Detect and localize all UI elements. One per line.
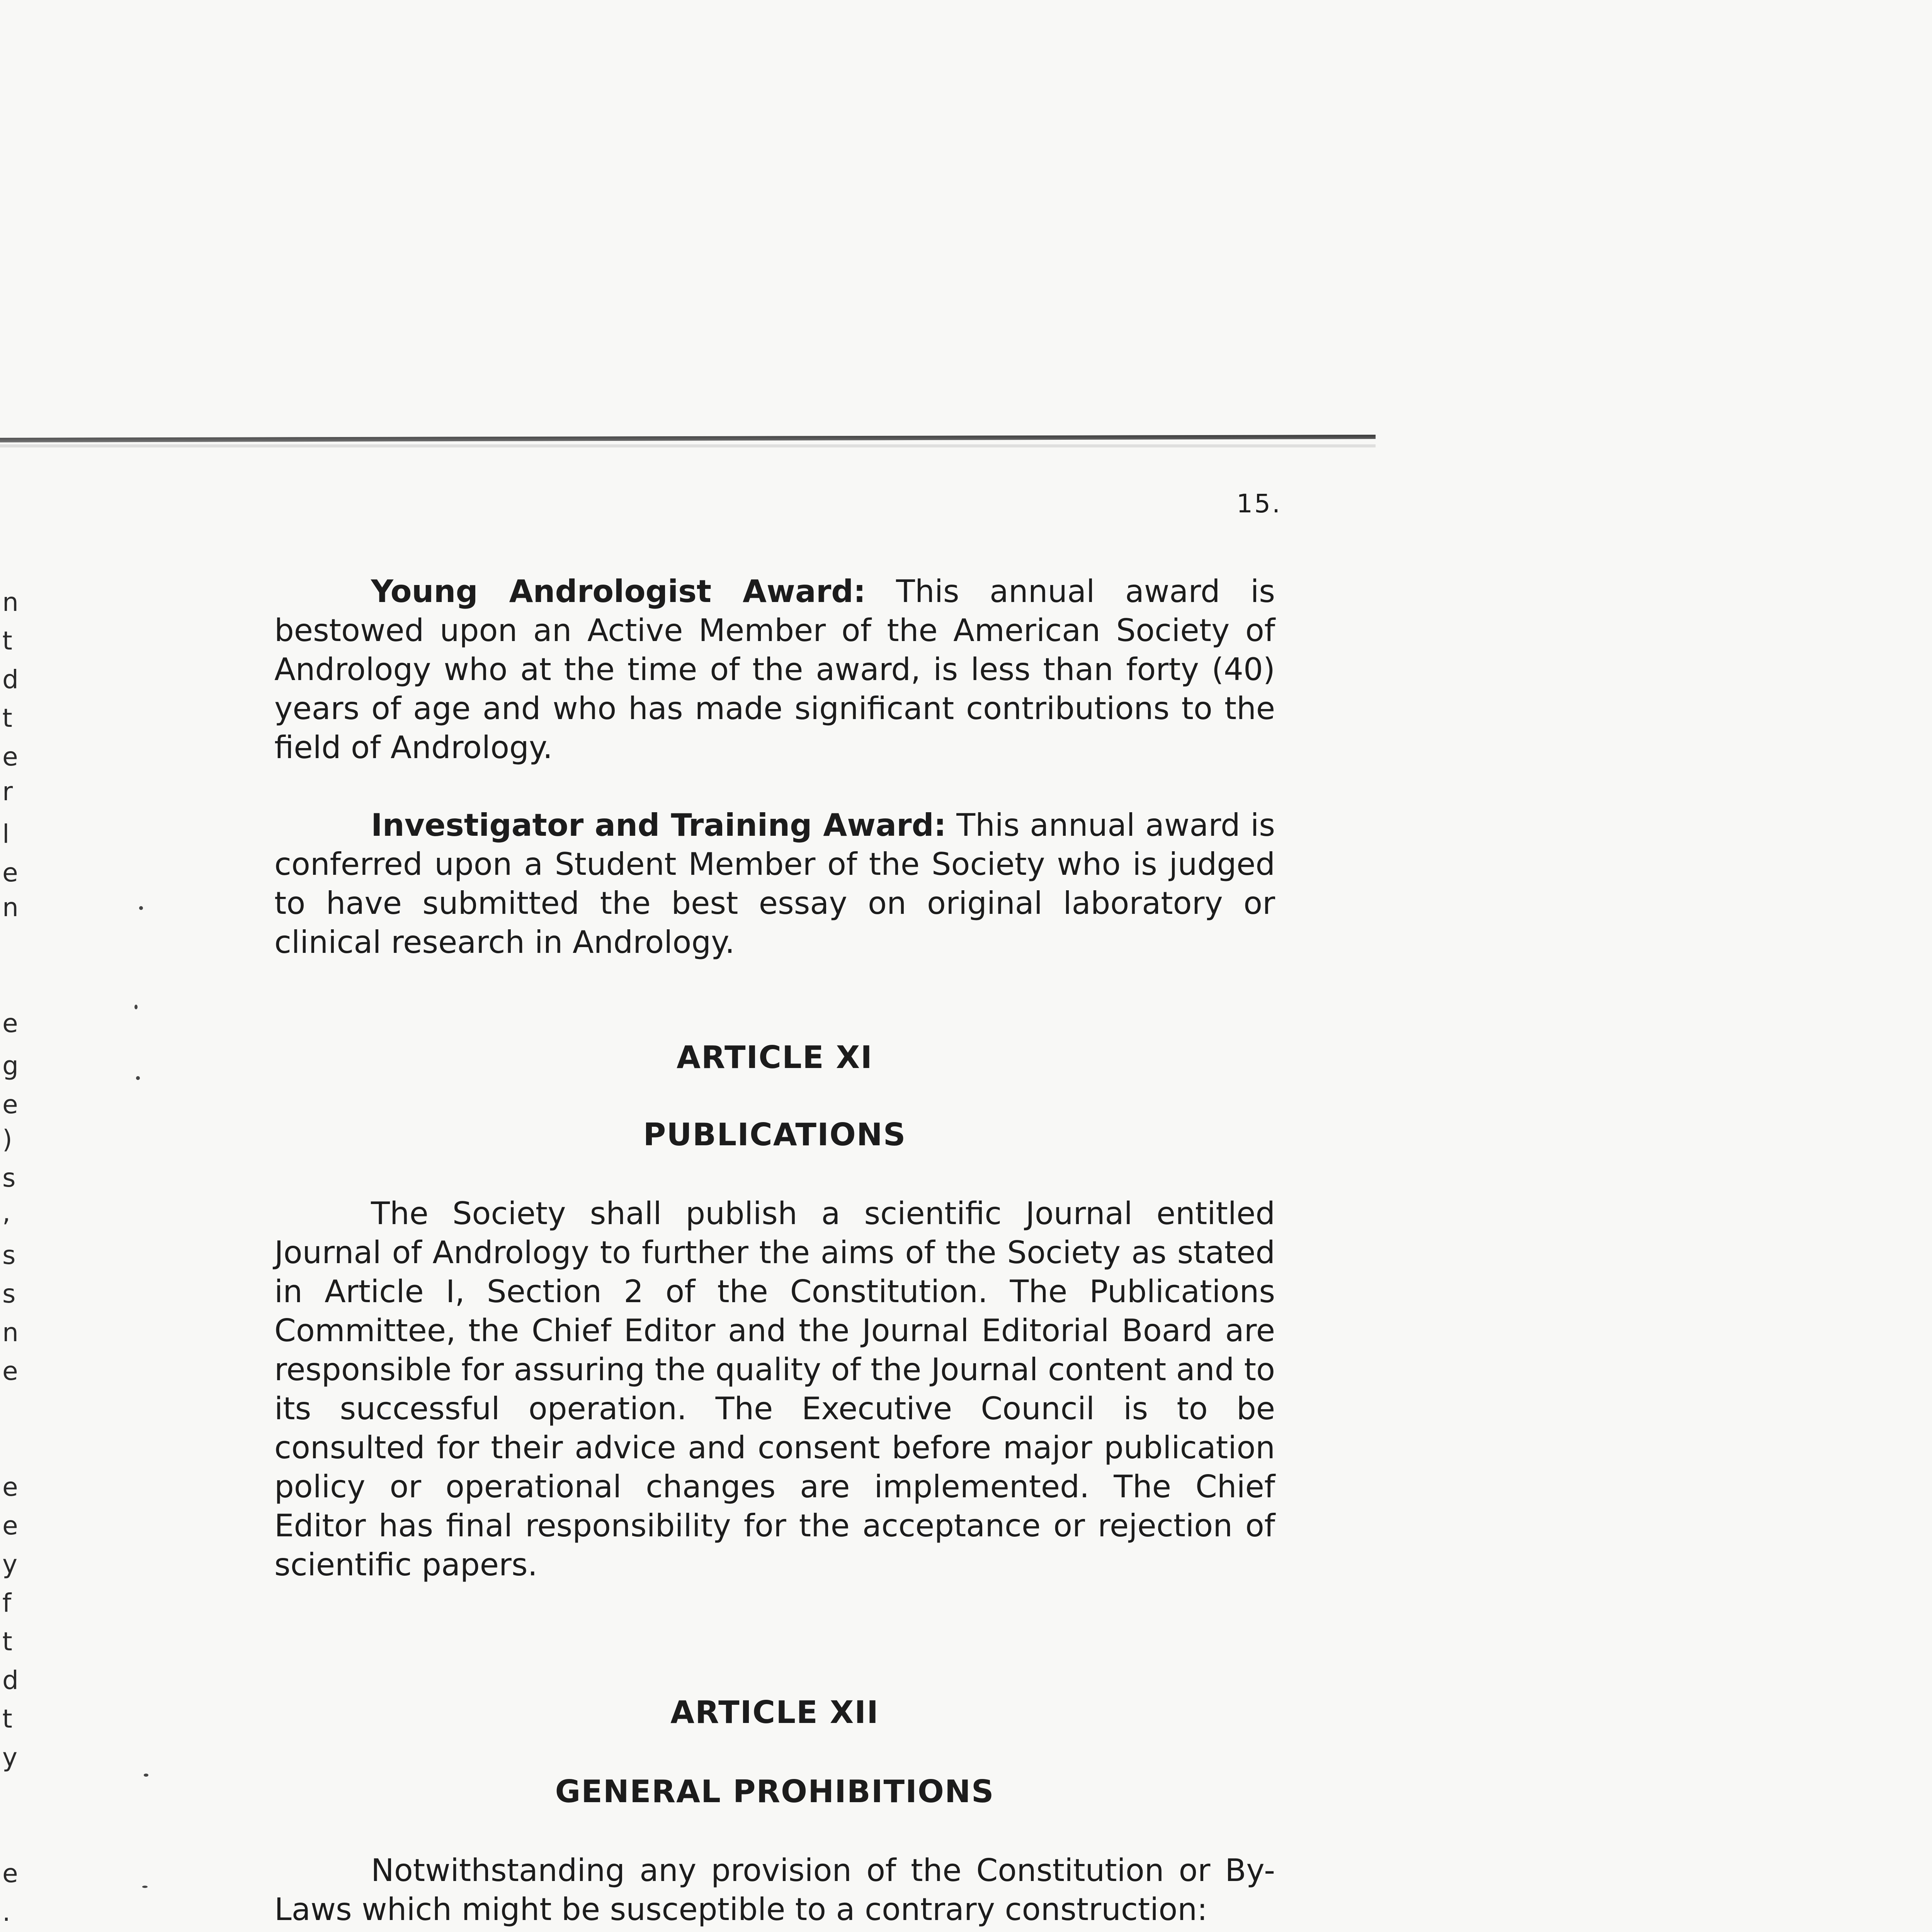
article-xi-body <box>274 1194 1275 1584</box>
margin-fragment: n <box>2 893 19 922</box>
article-xi-number: ARTICLE XI <box>677 1039 873 1075</box>
margin-fragment: s <box>2 1240 16 1270</box>
margin-fragment: e <box>2 1472 18 1502</box>
margin-fragment: d <box>2 1665 19 1695</box>
scan-speck <box>139 906 143 910</box>
page-top-rule <box>0 435 1376 442</box>
scan-speck <box>136 1076 140 1080</box>
award-text: This annual award is bestowed upon an Active Member of the American Society of Andrology who at the time of the award, is less than forty (40) years of age and who has made significant contributions to the field of Andrology. <box>274 573 1275 765</box>
margin-fragment: e <box>2 1511 18 1541</box>
left-margin-bleed <box>0 0 23 1932</box>
margin-fragment: t <box>2 626 12 656</box>
article-xii-number: ARTICLE XII <box>670 1694 879 1730</box>
young-andrologist-award <box>274 572 1275 767</box>
margin-fragment: , <box>2 1198 10 1228</box>
margin-fragment: d <box>2 665 19 694</box>
margin-fragment: e <box>2 1356 18 1386</box>
margin-fragment: t <box>2 1704 12 1734</box>
margin-fragment: f <box>2 1588 12 1618</box>
rule-shadow <box>0 444 1376 447</box>
margin-fragment: e <box>2 1859 18 1888</box>
article-xi-title: PUBLICATIONS <box>643 1117 906 1153</box>
margin-fragment: y <box>2 1743 18 1772</box>
article-xii-title: GENERAL PROHIBITIONS <box>555 1774 995 1810</box>
page-number: 15. <box>1236 489 1282 519</box>
margin-fragment: e <box>2 1009 18 1038</box>
margin-fragment: r <box>2 777 13 806</box>
margin-fragment: . <box>2 1897 10 1927</box>
investigator-training-award <box>274 806 1275 962</box>
margin-fragment: l <box>2 819 10 849</box>
article-xii-intro <box>274 1851 1275 1929</box>
margin-fragment: ) <box>2 1124 12 1154</box>
margin-fragment: e <box>2 858 18 888</box>
margin-fragment: t <box>2 1627 12 1656</box>
margin-fragment: n <box>2 1318 19 1347</box>
margin-fragment: y <box>2 1549 18 1579</box>
margin-fragment: s <box>2 1279 16 1309</box>
margin-fragment: e <box>2 742 18 772</box>
margin-fragment: s <box>2 1163 16 1193</box>
intro-paragraph: Notwithstanding any provision of the Constitution or By-Laws which might be susceptible to a contrary construction: <box>274 1852 1275 1927</box>
award-text: This annual award is conferred upon a Student Member of the Society who is judged to have submitted the best essay on original laboratory or clinical research in Andrology. <box>274 807 1275 960</box>
award-title: Investigator and Training Award: <box>371 807 946 843</box>
margin-fragment: g <box>2 1051 19 1081</box>
scan-speck <box>134 1005 138 1009</box>
margin-fragment: e <box>2 1090 18 1119</box>
margin-fragment: t <box>2 703 12 733</box>
article-xi-paragraph: The Society shall publish a scientific Journal entitled Journal of Andrology to further the aims of the Society as stated in Article I, Section 2 of the Constitution. The Publications Committee, the Chief Editor and the Journal Editorial Board are responsible for assuring the quality of the Journal content and to its successful operation. The Executive Council is to be consulted for their advice and consent before major publication policy or operational changes are implemented. The Chief Editor has final responsibility for the acceptance or rejection of scientific papers. <box>274 1196 1275 1583</box>
scan-speck <box>144 1774 148 1777</box>
award-title: Young Andrologist Award: <box>371 573 866 609</box>
margin-fragment: n <box>2 587 19 617</box>
scan-speck <box>142 1886 148 1888</box>
